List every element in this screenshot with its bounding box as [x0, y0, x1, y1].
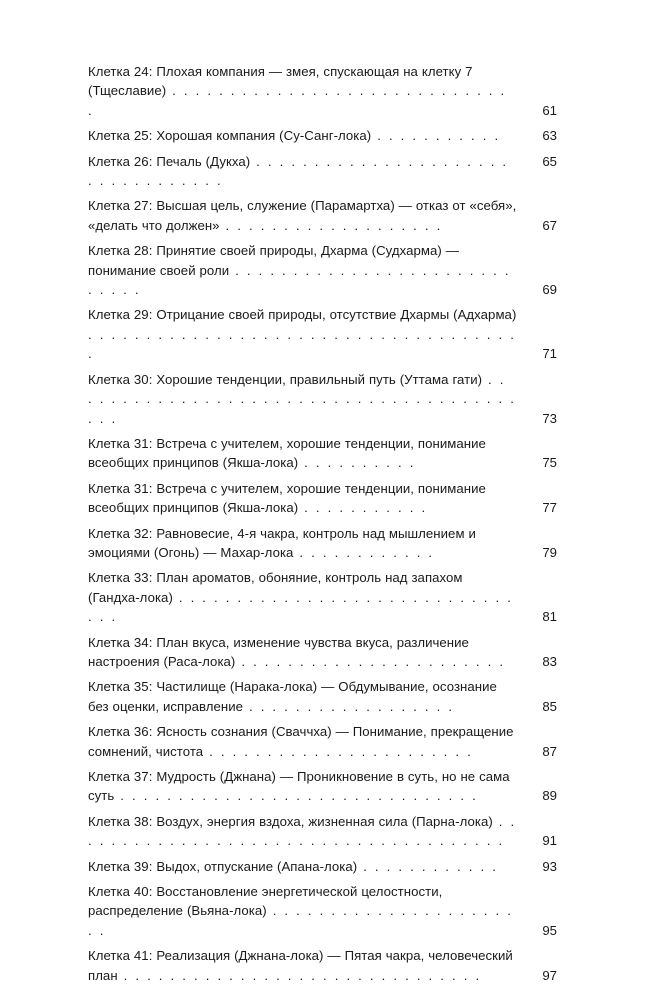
toc-leader-dots: . . . . . . . . . . . . [357, 858, 498, 874]
toc-entry[interactable] [88, 568, 557, 626]
toc-leader-dots: . . . . . . . . . . . . . . . . . . . . . . . . . . . . . . . . . . . . . . . . . . [88, 371, 516, 426]
toc-page-number: 61 [542, 102, 557, 118]
toc-page-number: 85 [542, 698, 557, 714]
toc-entry-title-text: Клетка 35: Частилище (Нарака-лока) — Обдумывание, осознание без оценки, исправление [88, 679, 497, 714]
toc-entry[interactable] [88, 524, 557, 563]
toc-entry[interactable] [88, 677, 557, 716]
toc-page-number: 65 [542, 153, 557, 169]
toc-entry-title-text: Клетка 38: Воздух, энергия вздоха, жизненная сила (Парна-лока) [88, 813, 493, 829]
toc-entry-title-text: Клетка 36: Ясность сознания (Сваччха) — Понимание, прекращение сомнений, чистота [88, 724, 514, 759]
toc-leader-dots: . . . . . . . . . . . . . . . . . . . [219, 217, 443, 233]
toc-entry[interactable] [88, 767, 557, 806]
toc-leader-dots: . . . . . . . . . . [298, 455, 416, 471]
toc-entry[interactable] [88, 946, 557, 985]
toc-leader-dots: . . . . . . . . . . . . [293, 544, 435, 560]
toc-entry-title [88, 241, 523, 299]
toc-entry-title-text: Клетка 32: Равновесие, 4-я чакра, контроль над мышлением и эмоциями (Огонь) — Махар-лока [88, 525, 476, 560]
toc-page-number: 69 [542, 282, 557, 298]
toc-entry-title [88, 633, 523, 672]
toc-entry-title-text: Клетка 24: Плохая компания — змея, спускающая на клетку 7 (Тщеславие) [88, 64, 473, 99]
toc-entry-title [88, 196, 523, 235]
toc-leader-dots: . . . . . . . . . . . . . . . . . . . . . . . . . . . . . . . . . . . . . . [88, 813, 517, 849]
toc-leader-dots: . . . . . . . . . . . . . . . . . . . . . . . [88, 903, 514, 938]
toc-entry-title-text: Клетка 40: Восстановление энергетической целостности, распределение (Вьяна-лока) [88, 884, 443, 919]
toc-entry[interactable] [88, 370, 557, 428]
toc-page-number: 87 [542, 743, 557, 759]
toc-page-number: 73 [542, 410, 557, 426]
toc-leader-dots: . . . . . . . . . . . . . . . . . . . . . . . . . . . . . . . . . . . . . . [88, 326, 516, 362]
toc-leader-dots: . . . . . . . . . . . . . . . . . . . . . . . . . . . . . . . . . . [88, 153, 509, 189]
table-of-contents [88, 62, 557, 985]
toc-leader-dots: . . . . . . . . . . . . . . . . . . . . . . . . . . . . . [88, 262, 511, 298]
toc-entry-title-text: Клетка 31: Встреча с учителем, хорошие тенденции, понимание всеобщих принципов (Якша-лока) [88, 435, 486, 471]
toc-page-number: 97 [542, 967, 557, 983]
toc-entry-title-text: Клетка 34: План вкуса, изменение чувства вкуса, различение настроения (Раса-лока) [88, 634, 469, 669]
toc-leader-dots: . . . . . . . . . . . . . . . . . . . . . . . [235, 653, 506, 669]
toc-page-number: 93 [542, 858, 557, 874]
toc-entry-title [88, 882, 523, 940]
toc-entry-title [88, 62, 523, 120]
toc-page-number: 91 [542, 833, 557, 849]
toc-page-number: 89 [542, 788, 557, 804]
toc-entry[interactable] [88, 241, 557, 299]
toc-entry-title-text: Клетка 39: Выдох, отпускание (Апана-лока) [88, 858, 358, 874]
toc-leader-dots: . . . . . . . . . . . . . . . . . . . . . . . . . . . . . . . [117, 967, 482, 983]
toc-entry-title [88, 305, 523, 363]
toc-entry-title [88, 370, 523, 428]
toc-entry-title [88, 152, 523, 191]
toc-entry-title [88, 126, 523, 145]
toc-entry-title [88, 479, 523, 518]
toc-page-number: 67 [542, 217, 557, 233]
toc-entry[interactable] [88, 479, 557, 518]
toc-entry[interactable] [88, 305, 557, 363]
toc-entry-title-text: Клетка 37: Мудрость (Джнана) — Проникновение в суть, но не сама суть [88, 769, 510, 804]
toc-entry[interactable] [88, 152, 557, 191]
toc-page-number: 83 [542, 653, 557, 669]
toc-leader-dots: . . . . . . . . . . . . . . . . . . . . . . . . . . . . . . . . [88, 589, 513, 625]
toc-entry[interactable] [88, 857, 557, 876]
toc-page-number: 63 [542, 128, 557, 144]
toc-entry[interactable] [88, 882, 557, 940]
toc-entry-title [88, 524, 523, 563]
toc-entry[interactable] [88, 722, 557, 761]
toc-entry[interactable] [88, 196, 557, 235]
toc-entry-title [88, 434, 523, 473]
toc-page-number: 79 [542, 544, 557, 560]
toc-entry[interactable] [88, 62, 557, 120]
toc-entry-title-text: Клетка 27: Высшая цель, служение (Парамартха) — отказ от «себя», «делать что должен» [88, 198, 517, 233]
toc-leader-dots: . . . . . . . . . . . . . . . . . . . . . . . . . . . . . . . [114, 788, 478, 804]
toc-page-number: 81 [542, 609, 557, 625]
toc-leader-dots: . . . . . . . . . . . [371, 128, 501, 144]
toc-entry[interactable] [88, 126, 557, 145]
toc-entry-title [88, 812, 523, 851]
toc-entry[interactable] [88, 434, 557, 473]
toc-entry-title-text: Клетка 41: Реализация (Джнана-лока) — Пятая чакра, человеческий план [88, 948, 513, 983]
toc-entry-title [88, 767, 523, 806]
toc-entry-title-text: Клетка 26: Печаль (Дукха) [88, 153, 251, 169]
toc-entry-title [88, 857, 523, 876]
toc-entry[interactable] [88, 812, 557, 851]
toc-leader-dots: . . . . . . . . . . . . . . . . . . . . . . . . . . . . . . [88, 83, 507, 118]
toc-page-number: 95 [542, 922, 557, 938]
toc-leader-dots: . . . . . . . . . . . . . . . . . . [243, 698, 455, 714]
toc-entry-title-text: Клетка 33: План ароматов, обоняние, контроль над запахом (Гандха-лока) [88, 570, 463, 605]
toc-entry[interactable] [88, 633, 557, 672]
toc-page-number: 71 [542, 346, 557, 362]
toc-entry-title-text: Клетка 30: Хорошие тенденции, правильный путь (Уттама гати) [88, 371, 483, 387]
toc-entry-title [88, 722, 523, 761]
toc-page-number: 77 [542, 500, 557, 516]
toc-leader-dots: . . . . . . . . . . . [298, 500, 428, 516]
toc-entry-title [88, 946, 523, 985]
toc-page-number: 75 [542, 455, 557, 471]
toc-leader-dots: . . . . . . . . . . . . . . . . . . . . . . . [203, 743, 473, 759]
toc-entry-title [88, 677, 523, 716]
toc-entry-title-text: Клетка 29: Отрицание своей природы, отсутствие Дхармы (Адхарма) [88, 307, 517, 323]
toc-entry-title-text: Клетка 28: Принятие своей природы, Дхарма (Судхарма) — понимание своей роли [88, 243, 459, 278]
toc-entry-title [88, 568, 523, 626]
toc-entry-title-text: Клетка 25: Хорошая компания (Су-Санг-лока) [88, 128, 372, 144]
toc-entry-title-text: Клетка 31: Встреча с учителем, хорошие тенденции, понимание всеобщих принципов (Якша-лока) [88, 480, 486, 516]
